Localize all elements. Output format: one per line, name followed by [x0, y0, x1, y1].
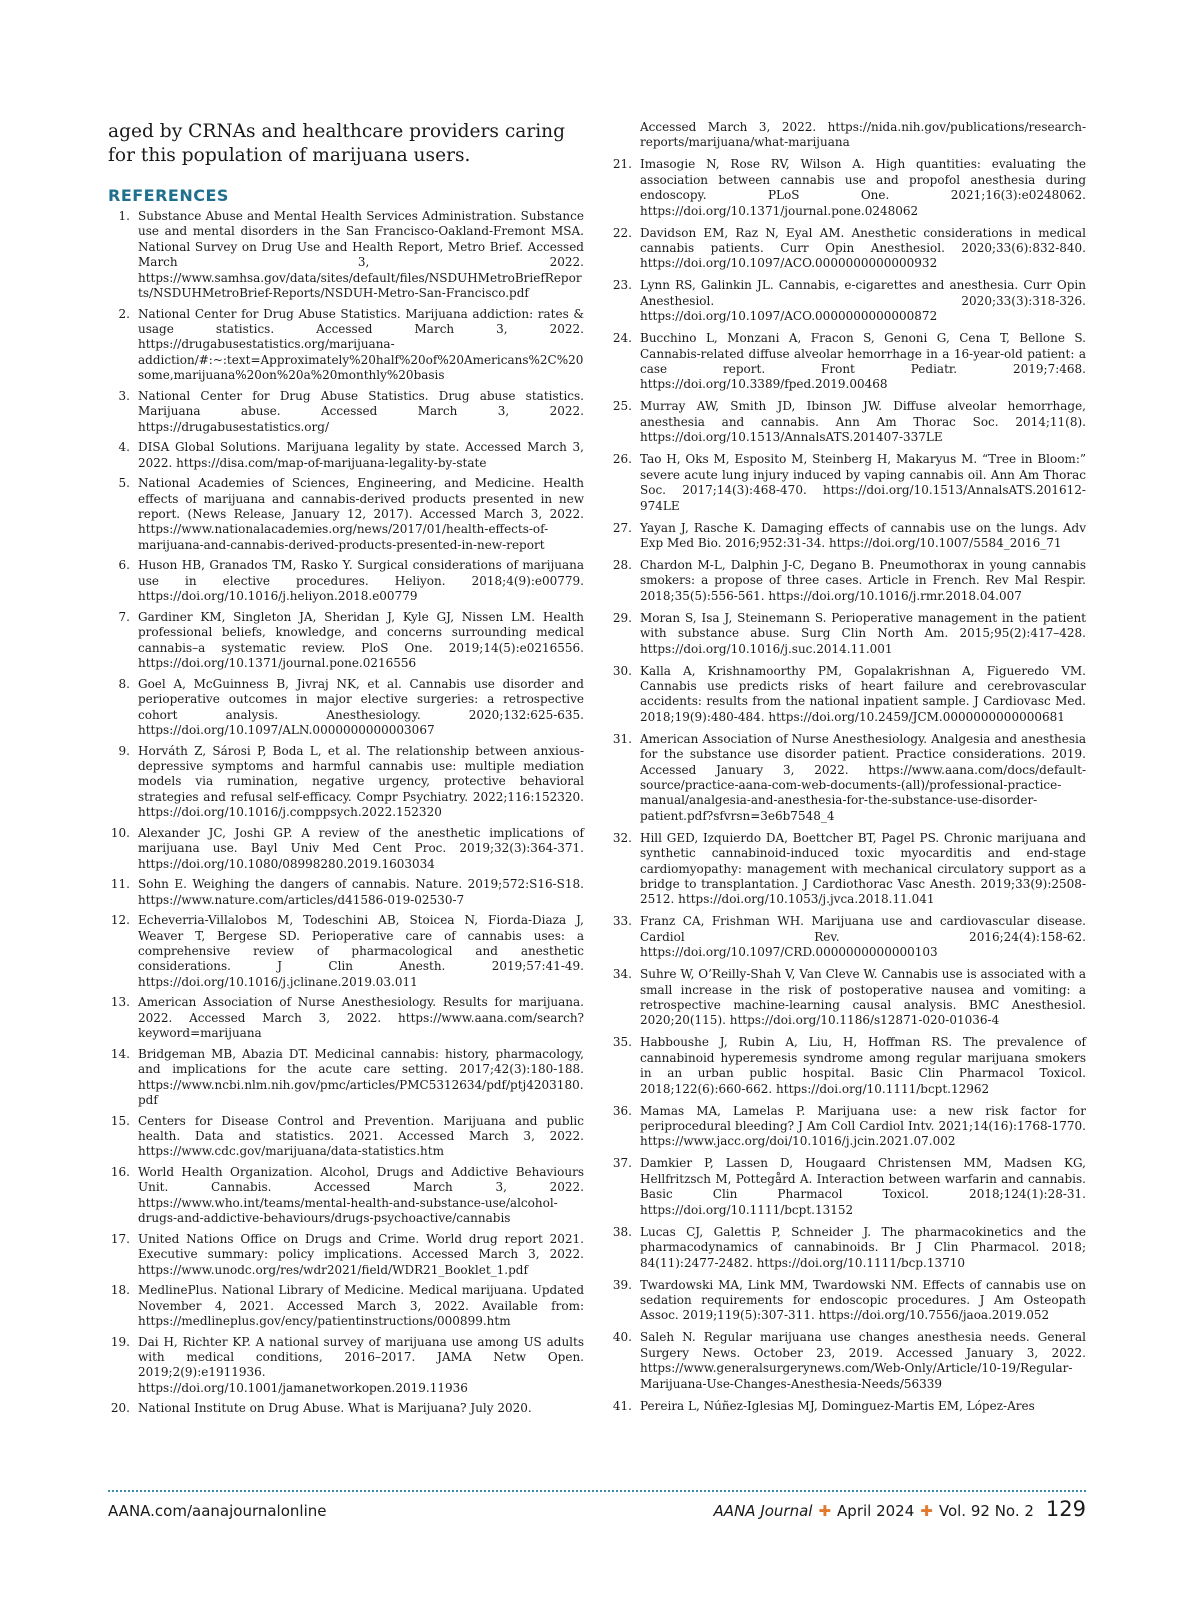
reference-item	[108, 1335, 584, 1397]
reference-number: 19.	[110, 1334, 130, 1349]
reference-number: 33.	[612, 914, 632, 929]
reference-item	[108, 389, 584, 435]
reference-item	[108, 913, 584, 990]
reference-item	[108, 1283, 584, 1329]
footer-citation	[714, 1497, 1086, 1521]
reference-number: 31.	[612, 731, 632, 746]
reference-text: Pereira L, Núñez-Iglesias MJ, Dominguez-Martis EM, López-Ares	[640, 1398, 1035, 1413]
reference-text: American Association of Nurse Anesthesiology. Results for marijuana. 2022. Accessed March 3, 2022. https://www.aana.com/search?keyword=marijuana	[138, 995, 584, 1041]
page-number: 129	[1045, 1497, 1086, 1521]
reference-item	[610, 157, 1086, 219]
footer-date: April 2024	[837, 1502, 915, 1520]
reference-number: 15.	[110, 1113, 130, 1128]
reference-item	[108, 677, 584, 739]
footer-journal: AANA Journal	[713, 1502, 813, 1520]
footer-rule	[108, 1490, 1086, 1492]
reference-number: 7.	[118, 609, 130, 624]
reference-text: Centers for Disease Control and Prevention. Marijuana and public health. Data and statistics. 2021. Accessed March 3, 2022. https://www.cdc.gov/marijuana/data-statistics.htm	[138, 1113, 584, 1159]
reference-number: 21.	[612, 157, 632, 172]
right-reference-list	[610, 157, 1086, 1414]
reference-text: Chardon M-L, Dalphin J-C, Degano B. Pneumothorax in young cannabis smokers: a propose of three cases. Article in French. Rev Mal Respir. 2018;35(5):556-561. https://doi.org/10.1016/j.rmr.2018.04.007	[640, 557, 1086, 603]
reference-text: Twardowski MA, Link MM, Twardowski NM. Effects of cannabis use on sedation requirements for endoscopic procedures. J Am Osteopath Assoc. 2019;119(5):307-311. https://doi.org/10.7556/jaoa.2019.052	[640, 1277, 1086, 1323]
reference-text: National Institute on Drug Abuse. What is Marijuana? July 2020.	[138, 1401, 532, 1416]
reference-item	[610, 452, 1086, 514]
reference-item	[610, 664, 1086, 726]
reference-text: Franz CA, Frishman WH. Marijuana use and cardiovascular disease. Cardiol Rev. 2016;24(4):158-62. https://doi.org/10.1097/CRD.0000000000000103	[640, 914, 1086, 960]
reference-item	[610, 278, 1086, 324]
reference-number: 16.	[110, 1164, 130, 1179]
reference-item	[610, 831, 1086, 908]
reference-text: Lucas CJ, Galettis P, Schneider J. The pharmacokinetics and the pharmacodynamics of cannabinoids. Br J Clin Pharmacol. 2018; 84(11):2477-2482. https://doi.org/10.1111/bcp.13710	[640, 1224, 1086, 1270]
reference-number: 14.	[110, 1046, 130, 1061]
reference-number: 2.	[118, 306, 130, 321]
reference-number: 39.	[612, 1277, 632, 1292]
reference-number: 34.	[612, 967, 632, 982]
reference-number: 1.	[118, 209, 130, 223]
reference-number: 9.	[118, 743, 130, 758]
reference-text: DISA Global Solutions. Marijuana legality by state. Accessed March 3, 2022. https://disa.com/map-of-marijuana-legality-by-state	[138, 440, 584, 470]
reference-number: 41.	[612, 1398, 632, 1413]
reference-number: 8.	[118, 676, 130, 691]
reference-item	[108, 995, 584, 1041]
reference-number: 38.	[612, 1224, 632, 1239]
reference-number: 17.	[110, 1231, 130, 1246]
reference-number: 24.	[612, 331, 632, 346]
reference-text: Davidson EM, Raz N, Eyal AM. Anesthetic considerations in medical cannabis patients. Curr Opin Anesthesiol. 2020;33(6):832-840. https://doi.org/10.1097/ACO.0000000000000932	[640, 225, 1086, 271]
reference-text: Kalla A, Krishnamoorthy PM, Gopalakrishnan A, Figueredo VM. Cannabis use predicts risks of heart failure and cerebrovascular accidents: results from the national inpatient sample. J Cardiovasc Med. 2018;19(9):480-484. https://doi.org/10.2459/JCM.0000000000000681	[640, 663, 1086, 724]
reference-item	[610, 399, 1086, 445]
footer-volume: Vol. 92 No. 2	[938, 1502, 1034, 1520]
right-column	[610, 120, 1086, 1421]
reference-number: 11.	[110, 877, 130, 892]
reference-item	[108, 1047, 584, 1109]
reference-item	[610, 914, 1086, 960]
reference-number: 25.	[612, 399, 632, 414]
reference-number: 10.	[110, 825, 130, 840]
reference-text: Tao H, Oks M, Esposito M, Steinberg H, Makaryus M. “Tree in Bloom:” severe acute lung injury induced by vaping cannabis oil. Ann Am Thorac Soc. 2017;14(3):468-470. https://doi.org/10.1513/AnnalsATS.201612-974LE	[640, 452, 1086, 513]
reference-number: 13.	[110, 995, 130, 1010]
reference-number: 3.	[118, 388, 130, 403]
reference-20-continuation: Accessed March 3, 2022. https://nida.nih.gov/publications/research-reports/marijuana/what-marijuana	[640, 120, 1086, 150]
reference-text: National Center for Drug Abuse Statistics. Drug abuse statistics. Marijuana abuse. Accessed March 3, 2022. https://drugabusestatistics.org/	[138, 388, 584, 434]
reference-text: Yayan J, Rasche K. Damaging effects of cannabis use on the lungs. Adv Exp Med Bio. 2016;952:31-34. https://doi.org/10.1007/5584_2016_71	[640, 520, 1086, 550]
reference-text: Habboushe J, Rubin A, Liu, H, Hoffman RS. The prevalence of cannabinoid hyperemesis syndrome among regular marijuana smokers in an urban public hospital. Basic Clin Pharmacol Toxicol. 2018;122(6):660-662. https://doi.org/10.1111/bcpt.12962	[640, 1035, 1086, 1096]
intro-text: aged by CRNAs and healthcare providers caring for this population of marijuana users.	[108, 121, 566, 166]
reference-text: Hill GED, Izquierdo DA, Boettcher BT, Pagel PS. Chronic marijuana and synthetic cannabinoid-induced toxic myocarditis and end-stage cardiomyopathy: management with mechanical circulatory support as a bridge to transplantation. J Cardiothorac Vasc Anesth. 2019;33(9):2508-2512. https://doi.org/10.1053/j.jvca.2018.11.041	[640, 830, 1086, 907]
reference-number: 5.	[118, 476, 130, 491]
reference-item	[108, 1232, 584, 1278]
reference-text: Suhre W, O’Reilly-Shah V, Van Cleve W. Cannabis use is associated with a small increase in the risk of postoperative nausea and vomiting: a retrospective machine-learning causal analysis. BMC Anesthesiol. 2020;20(115). https://doi.org/10.1186/s12871-020-01036-4	[640, 967, 1086, 1028]
reference-number: 18.	[110, 1283, 130, 1298]
reference-text: Damkier P, Lassen D, Hougaard Christensen MM, Madsen KG, Hellfritzsch M, Pottegård A. Interaction between warfarin and cannabis. Basic Clin Pharmacol Toxicol. 2018;124(1):28-31. https://doi.org/10.1111/bcpt.13152	[640, 1156, 1086, 1217]
reference-text: MedlinePlus. National Library of Medicine. Medical marijuana. Updated November 4, 2021. Accessed March 3, 2022. Available from: https://medlineplus.gov/ency/patientinstructions/000899.htm	[138, 1283, 584, 1328]
reference-item	[108, 826, 584, 872]
reference-item	[610, 1035, 1086, 1097]
reference-number: 12.	[110, 913, 130, 928]
reference-item	[108, 440, 584, 471]
reference-number: 22.	[612, 225, 632, 240]
reference-text: Substance Abuse and Mental Health Services Administration. Substance use and mental disorders in the San Francisco-Oakland-Fremont MSA. National Survey on Drug Use and Health Report, Metro Brief. Accessed March 3, 2022. https://www.samhsa.gov/data/sites/default/files/NSDUHMetroBriefReports/NSDUHMetroBrief-Reports/NSDUH-Metro-San-Francisco.pdf	[138, 209, 584, 301]
reference-text: Huson HB, Granados TM, Rasko Y. Surgical considerations of marijuana use in elective procedures. Heliyon. 2018;4(9):e00779. https://doi.org/10.1016/j.heliyon.2018.e00779	[138, 558, 584, 604]
reference-text: Echeverria-Villalobos M, Todeschini AB, Stoicea N, Fiorda-Diaza J, Weaver T, Bergese SD. Perioperative care of cannabis uses: a comprehensive review of pharmacological and anesthetic considerations. J Clin Anesth. 2019;57:41-49. https://doi.org/10.1016/j.jclinane.2019.03.011	[138, 913, 584, 989]
reference-number: 36.	[612, 1103, 632, 1118]
reference-item	[610, 331, 1086, 393]
reference-text: Dai H, Richter KP. A national survey of marijuana use among US adults with medical conditions, 2016–2017. JAMA Netw Open. 2019;2(9):e1911936. https://doi.org/10.1001/jamanetworkopen.2019.11936	[138, 1334, 584, 1395]
reference-item	[610, 611, 1086, 657]
reference-text: Horváth Z, Sárosi P, Boda L, et al. The relationship between anxious-depressive symptoms and harmful cannabis use: multiple mediation models via rumination, negative urgency, protective behavioral strategies and refusal self-efficacy. Compr Psychiatry. 2022;116:152320. https://doi.org/10.1016/j.comppsych.2022.152320	[138, 743, 584, 820]
reference-number: 30.	[612, 663, 632, 678]
reference-text: Bridgeman MB, Abazia DT. Medicinal cannabis: history, pharmacology, and implications for the acute care setting. 2017;42(3):180-188. https://www.ncbi.nlm.nih.gov/pmc/articles/PMC5312634/pdf/ptj4203180.pdf	[138, 1046, 584, 1107]
reference-item	[610, 967, 1086, 1029]
reference-number: 26.	[612, 452, 632, 467]
reference-item	[108, 476, 584, 553]
reference-text: World Health Organization. Alcohol, Drugs and Addictive Behaviours Unit. Cannabis. Accessed March 3, 2022. https://www.who.int/teams/mental-health-and-substance-use/alcohol-drugs-and-addictive-behaviours/drugs-psychoactive/cannabis	[138, 1164, 584, 1226]
left-reference-list	[108, 209, 584, 1417]
reference-item	[610, 1156, 1086, 1218]
reference-item	[610, 732, 1086, 824]
reference-text: Mamas MA, Lamelas P. Marijuana use: a new risk factor for periprocedural bleeding? J Am Coll Cardiol Intv. 2021;14(16):1768-1770. https://www.jacc.org/doi/10.1016/j.jcin.2021.07.002	[640, 1103, 1086, 1149]
reference-text: Imasogie N, Rose RV, Wilson A. High quantities: evaluating the association between cannabis use and propofol anesthesia during endoscopy. PLoS One. 2021;16(3):e0248062. https://doi.org/10.1371/journal.pone.0248062	[640, 157, 1086, 218]
reference-text: Murray AW, Smith JD, Ibinson JW. Diffuse alveolar hemorrhage, anesthesia and cannabis. Ann Am Thorac Soc. 2014;11(8). https://doi.org/10.1513/AnnalsATS.201407-337LE	[640, 399, 1086, 445]
reference-item	[108, 877, 584, 908]
reference-item	[108, 744, 584, 821]
reference-text: National Academies of Sciences, Engineering, and Medicine. Health effects of marijuana and cannabis-derived products presented in new report. (News Release, January 12, 2017). Accessed March 3, 2022. https://www.nationalacademies.org/news/2017/01/health-effects-of-marijuana-and-cannabis-derived-products-presented-in-new-report	[138, 476, 584, 552]
reference-item	[108, 1401, 584, 1416]
reference-item	[108, 1165, 584, 1227]
reference-item	[108, 1114, 584, 1160]
reference-text: Alexander JC, Joshi GP. A review of the anesthetic implications of marijuana use. Bayl Univ Med Cent Proc. 2019;32(3):364-371. https://doi.org/10.1080/08998280.2019.1603034	[138, 825, 584, 871]
reference-number: 23.	[612, 278, 632, 293]
reference-text: United Nations Office on Drugs and Crime. World drug report 2021. Executive summary: policy implications. Accessed March 3, 2022. https://www.unodc.org/res/wdr2021/field/WDR21_Booklet_1.pdf	[138, 1231, 584, 1277]
reference-number: 27.	[612, 520, 632, 535]
reference-item	[610, 1399, 1086, 1414]
reference-text: Goel A, McGuinness B, Jivraj NK, et al. Cannabis use disorder and perioperative outcomes in major elective surgeries: a retrospective cohort analysis. Anesthesiology. 2020;132:625-635. https://doi.org/10.1097/ALN.0000000000003067	[138, 676, 584, 737]
reference-item	[610, 1278, 1086, 1324]
reference-number: 40.	[612, 1330, 632, 1345]
reference-number: 28.	[612, 557, 632, 572]
reference-text: Gardiner KM, Singleton JA, Sheridan J, Kyle GJ, Nissen LM. Health professional beliefs, knowledge, and concerns surrounding medical cannabis–a systematic review. PloS One. 2019;14(5):e0216556. https://doi.org/10.1371/journal.pone.0216556	[138, 609, 584, 671]
reference-text: Sohn E. Weighing the dangers of cannabis. Nature. 2019;572:S16-S18. https://www.nature.com/articles/d41586-019-02530-7	[138, 877, 584, 907]
reference-number: 6.	[118, 558, 130, 573]
reference-item	[108, 610, 584, 672]
reference-number: 4.	[118, 440, 130, 455]
footer-website: AANA.com/aanajournalonline	[108, 1502, 327, 1520]
reference-item	[610, 558, 1086, 604]
reference-item	[610, 226, 1086, 272]
references-heading: REFERENCES	[108, 186, 229, 205]
reference-item	[610, 1330, 1086, 1392]
plus-icon: ✚	[920, 1502, 933, 1520]
reference-item	[610, 1104, 1086, 1150]
left-column	[108, 120, 584, 1422]
reference-item	[108, 307, 584, 384]
reference-item	[610, 521, 1086, 552]
reference-item	[108, 558, 584, 604]
reference-text: Moran S, Isa J, Steinemann S. Perioperative management in the patient with substance abuse. Surg Clin North Am. 2015;95(2):417–428. https://doi.org/10.1016/j.suc.2014.11.001	[640, 610, 1086, 656]
reference-text: Bucchino L, Monzani A, Fracon S, Genoni G, Cena T, Bellone S. Cannabis-related diffuse alveolar hemorrhage in a 16-year-old patient: a case report. Front Pediatr. 2019;7:468. https://doi.org/10.3389/fped.2019.00468	[640, 331, 1086, 392]
reference-number: 37.	[612, 1156, 632, 1171]
reference-text: National Center for Drug Abuse Statistics. Marijuana addiction: rates & usage statistics. Accessed March 3, 2022. https://drugabusestatistics.org/marijuana-addiction/#:~:text=Approximately%20half%20of%20Americans%2C%20some,marijuana%20on%20a%20monthly%20basis	[138, 306, 584, 383]
reference-number: 35.	[612, 1035, 632, 1050]
reference-number: 29.	[612, 610, 632, 625]
reference-item	[610, 1225, 1086, 1271]
reference-number: 32.	[612, 830, 632, 845]
reference-text: Saleh N. Regular marijuana use changes anesthesia needs. General Surgery News. October 23, 2019. Accessed January 3, 2022. https://www.generalsurgerynews.com/Web-Only/Article/10-19/Regular-Marijuana-Use-Changes-Anesthesia-Needs/56339	[640, 1330, 1086, 1391]
reference-number: 20.	[110, 1401, 130, 1416]
plus-icon: ✚	[818, 1502, 832, 1520]
reference-text: American Association of Nurse Anesthesiology. Analgesia and anesthesia for the substance use disorder patient. Practice considerations. 2019. Accessed January 3, 2022. https://www.aana.com/docs/default-source/practice-aana-com-web-documents-(all)/professional-practice-manual/analgesia-and-anesthesia-for-the-substance-use-disorder-patient.pdf?sfvrsn=3e6b7548_4	[640, 731, 1086, 823]
reference-text: Lynn RS, Galinkin JL. Cannabis, e-cigarettes and anesthesia. Curr Opin Anesthesiol. 2020;33(3):318-326. https://doi.org/10.1097/ACO.0000000000000872	[640, 278, 1086, 324]
reference-item	[108, 209, 584, 301]
